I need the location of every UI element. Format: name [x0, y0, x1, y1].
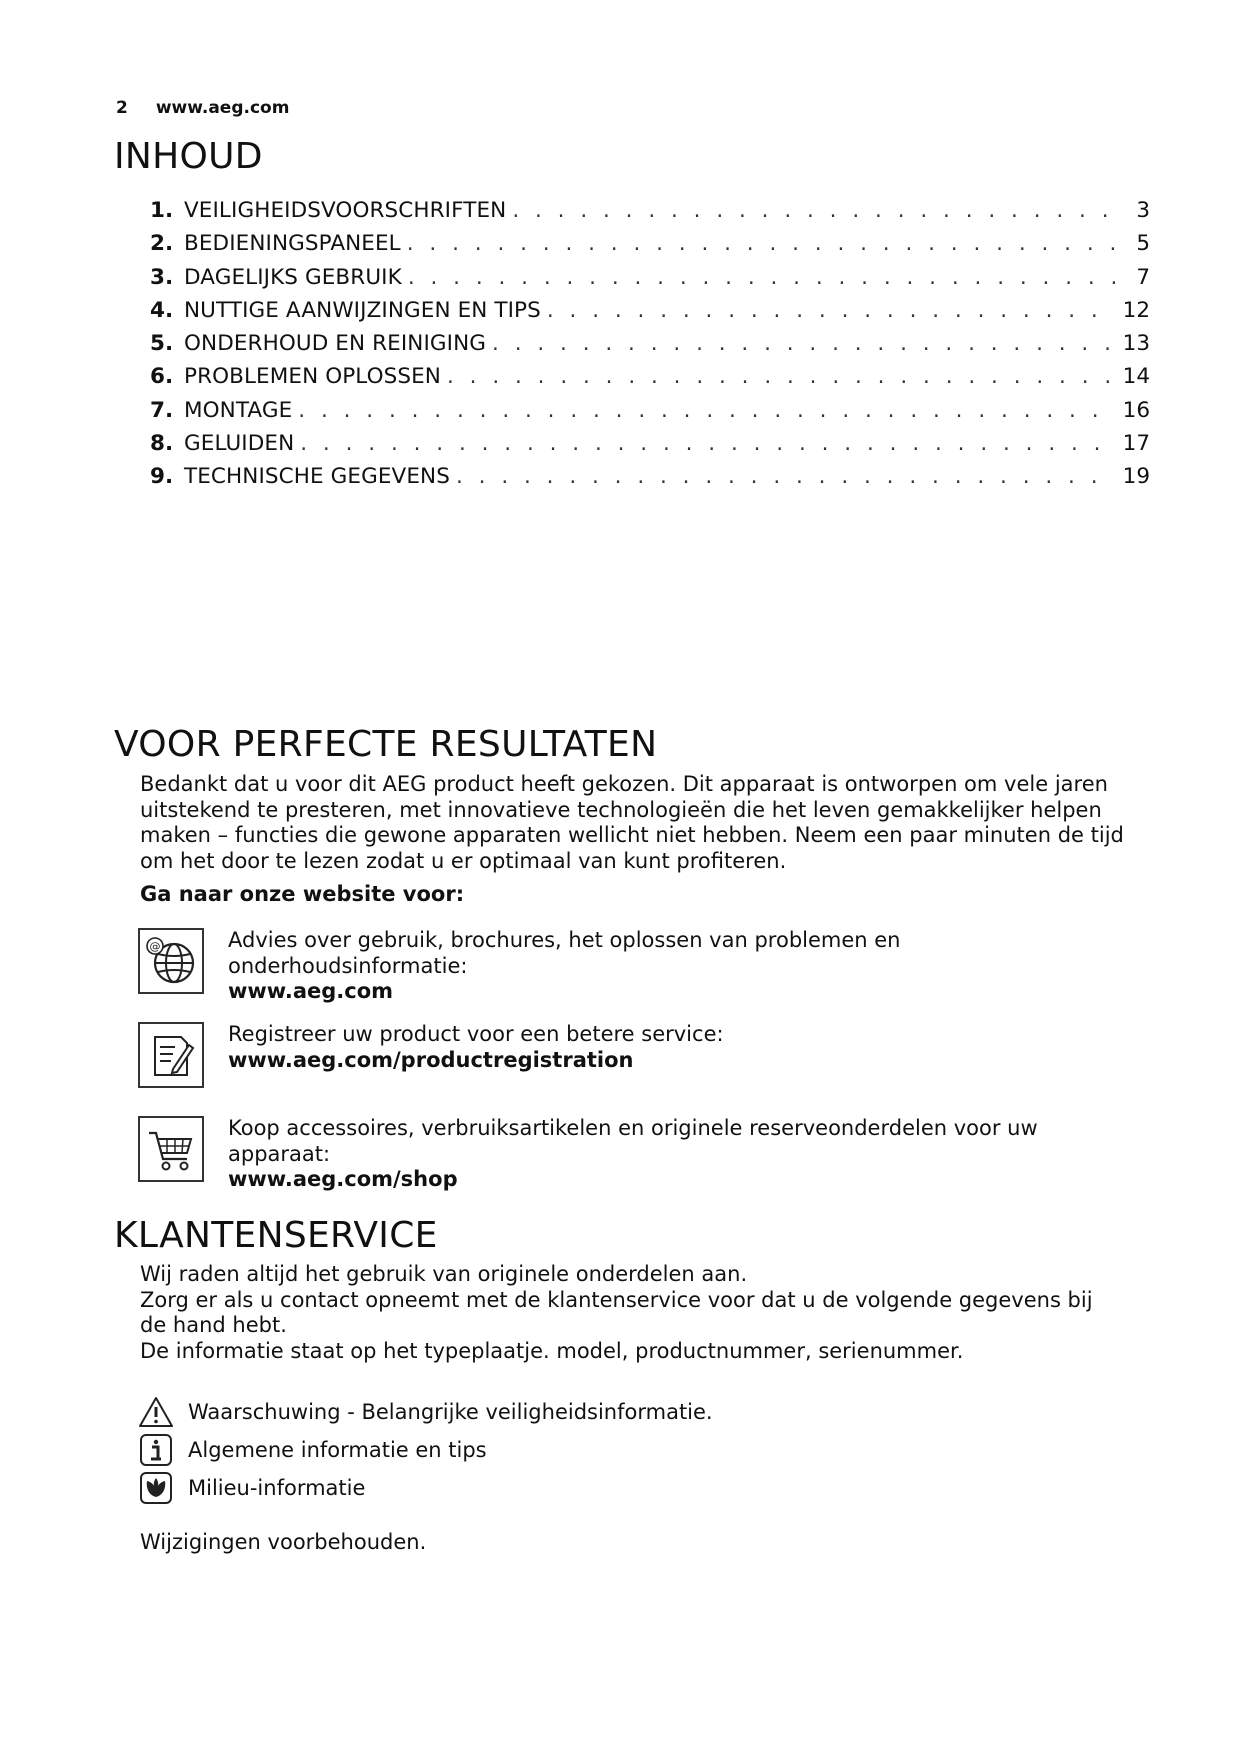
website-item: [138, 1116, 1098, 1193]
toc-item-page: 13: [1122, 331, 1150, 357]
toc-item-label: GELUIDEN: [184, 431, 295, 457]
toc-item-label: DAGELIJKS GEBRUIK: [184, 264, 402, 290]
website-link-shop[interactable]: www.aeg.com/shop: [228, 1167, 458, 1191]
intro-paragraph: Bedankt dat u voor dit AEG product heeft gekozen. Dit apparaat is ontworpen om vele jaren uitstekend te presteren, met innovatieve technologieën die het leven gemakkelijker helpen maken – functies die gewone apparaten wellicht niet hebben. Neem een paar minuten de tijd om het door te lezen zodat u er optimaal van kunt profiteren.: [140, 772, 1124, 873]
legend-text: Milieu-informatie: [188, 1476, 366, 1500]
toc-leader-dots: [512, 198, 1116, 223]
svg-text:@: @: [149, 940, 161, 953]
toc-item[interactable]: [150, 398, 1150, 431]
environment-icon: [138, 1471, 174, 1505]
page-number: 2: [116, 98, 128, 118]
toc-item-number: 2.: [150, 231, 174, 257]
klantenservice-text: [140, 1262, 1125, 1364]
toc-item-number: 4.: [150, 297, 174, 323]
legend-item: [138, 1471, 365, 1505]
toc-item[interactable]: [150, 331, 1150, 364]
toc-item-label: MONTAGE: [184, 397, 293, 423]
registration-form-icon: [138, 1022, 204, 1088]
toc-item[interactable]: [150, 265, 1150, 298]
toc-leader-dots: [407, 231, 1116, 256]
shopping-cart-icon: [138, 1116, 204, 1182]
toc-leader-dots: [492, 331, 1115, 356]
info-icon: [138, 1433, 174, 1467]
toc-leader-dots: [447, 364, 1115, 389]
toc-leader-dots: [298, 398, 1114, 423]
website-item-text: Advies over gebruik, brochures, het oplossen van problemen en onderhoudsinformatie:: [228, 928, 901, 978]
website-item-text: Koop accessoires, verbruiksartikelen en originele reserveonderdelen voor uw apparaat:: [228, 1116, 1038, 1166]
legend-item: [138, 1395, 713, 1429]
toc-item-page: 17: [1122, 431, 1150, 457]
toc-leader-dots: [456, 464, 1115, 489]
toc-item-page: 7: [1136, 264, 1150, 290]
toc-item-page: 3: [1136, 198, 1150, 223]
toc-item-page: 14: [1122, 364, 1150, 390]
toc-item[interactable]: [150, 231, 1150, 264]
toc-leader-dots: [547, 298, 1115, 323]
table-of-contents: [150, 198, 1150, 498]
toc-leader-dots: [408, 265, 1116, 290]
toc-item-page: 16: [1122, 397, 1150, 423]
toc-item[interactable]: [150, 464, 1150, 497]
globe-icon: [138, 928, 204, 994]
toc-item-label: NUTTIGE AANWIJZINGEN EN TIPS: [184, 297, 541, 323]
legend-text: Waarschuwing - Belangrijke veiligheidsinformatie.: [188, 1400, 713, 1424]
website-item-text: Registreer uw product voor een betere service:: [228, 1022, 724, 1046]
toc-item-label: PROBLEMEN OPLOSSEN: [184, 364, 441, 390]
footer-note: Wijzigingen voorbehouden.: [140, 1530, 427, 1554]
toc-item[interactable]: [150, 198, 1150, 231]
toc-leader-dots: [300, 431, 1114, 456]
toc-item-number: 5.: [150, 331, 174, 357]
toc-title: INHOUD: [114, 136, 263, 177]
toc-item-number: 9.: [150, 464, 174, 490]
toc-item[interactable]: [150, 298, 1150, 331]
toc-item-number: 1.: [150, 198, 174, 223]
toc-item-page: 5: [1136, 231, 1150, 257]
toc-item-number: 3.: [150, 264, 174, 290]
toc-item-number: 8.: [150, 431, 174, 457]
toc-item-label: TECHNISCHE GEGEVENS: [184, 464, 450, 490]
website-link-registration[interactable]: www.aeg.com/productregistration: [228, 1047, 634, 1072]
header-website: www.aeg.com: [155, 98, 290, 118]
toc-item-label: ONDERHOUD EN REINIGING: [184, 331, 487, 357]
toc-item-number: 7.: [150, 397, 174, 423]
website-link-aeg[interactable]: www.aeg.com: [228, 979, 394, 1003]
legend-item: [138, 1433, 487, 1467]
toc-item-number: 6.: [150, 364, 174, 390]
website-item: [138, 1022, 1098, 1088]
toc-item-page: 12: [1122, 297, 1150, 323]
klantenservice-line: Wij raden altijd het gebruik van originele onderdelen aan.: [140, 1262, 748, 1286]
toc-item-page: 19: [1122, 464, 1150, 490]
section-title-klantenservice: KLANTENSERVICE: [114, 1215, 438, 1256]
warning-icon: [138, 1395, 174, 1429]
page-header: [116, 98, 289, 118]
toc-item-label: VEILIGHEIDSVOORSCHRIFTEN: [184, 198, 507, 223]
toc-item[interactable]: [150, 431, 1150, 464]
section-title-voor: VOOR PERFECTE RESULTATEN: [114, 724, 658, 765]
legend-text: Algemene informatie en tips: [188, 1438, 487, 1462]
klantenservice-line: Zorg er als u contact opneemt met de klantenservice voor dat u de volgende gegevens bij de hand hebt.: [140, 1287, 1093, 1337]
website-heading: Ga naar onze website voor:: [140, 882, 465, 906]
toc-item-label: BEDIENINGSPANEEL: [184, 231, 401, 257]
website-item: [138, 928, 1098, 1005]
toc-item[interactable]: [150, 364, 1150, 397]
klantenservice-line: De informatie staat op het typeplaatje. model, productnummer, serienummer.: [140, 1338, 964, 1363]
